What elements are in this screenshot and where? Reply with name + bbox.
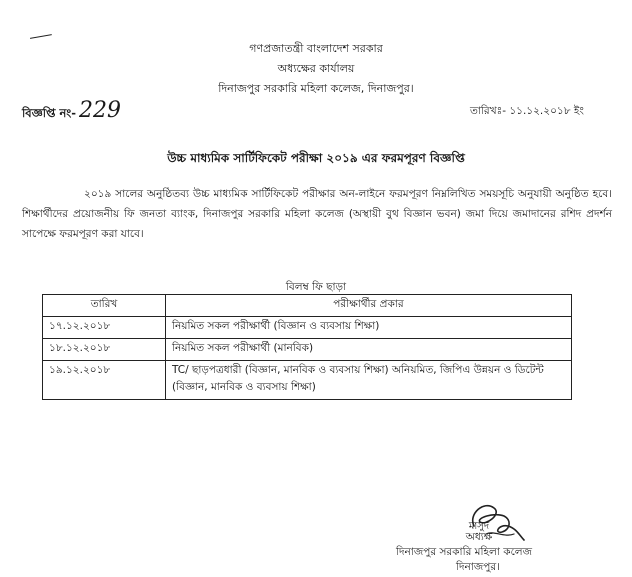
signature-org-line1: দিনাজপুর সরকারি মহিলা কলেজ bbox=[396, 546, 533, 558]
column-header-date: তারিখ bbox=[43, 295, 166, 317]
row-examinee-type: TC/ ছাড়পত্রধারী (বিজ্ঞান, মানবিক ও ব্যবসায় শিক্ষা) অনিয়মিত, জিপিএ উন্নয়ন ও ডিটেন্ট (বিজ্ঞান, মানবিক ও ব্যবসায় শিক্ষা) bbox=[166, 361, 572, 400]
row-examinee-type: নিয়মিত সকল পরীক্ষার্থী (বিজ্ঞান ও ব্যবসায় শিক্ষা) bbox=[166, 317, 572, 339]
notice-body: ২০১৯ সালের অনুষ্ঠিতব্য উচ্চ মাধ্যমিক সার্টিফিকেট পরীক্ষার অন-লাইনে ফরমপূরণ নিম্নলিখিত সময়সূচি অনুযায়ী অনুষ্ঠিত হবে। শিক্ষার্থীদের প্রয়োজনীয় ফি জনতা ব্যাংক, দিনাজপুর সরকারি মহিলা কলেজ (অস্থায়ী বুথ বিজ্ঞান ভবন) জমা দিয়ে জমাদানের রশিদ প্রদর্শন সাপেক্ষে ফরমপূরণ করা যাবে। bbox=[22, 188, 612, 240]
table-row bbox=[43, 339, 572, 361]
signature-name: মাসুদ bbox=[468, 521, 490, 532]
row-date: ১৮.১২.২০১৮ bbox=[43, 339, 166, 361]
row-examinee-type: নিয়মিত সকল পরীক্ষার্থী (মানবিক) bbox=[166, 339, 572, 361]
header-government: গণপ্রজাতন্ত্রী বাংলাদেশ সরকার bbox=[249, 42, 383, 55]
header-college: দিনাজপুর সরকারি মহিলা কলেজ, দিনাজপুর। bbox=[218, 82, 414, 95]
schedule-table bbox=[42, 294, 572, 400]
signature-title: অধ্যক্ষ bbox=[465, 531, 493, 543]
table-row bbox=[43, 361, 572, 400]
table-caption: বিলম্ব ফি ছাড়া bbox=[285, 281, 347, 293]
notice-subject: উচ্চ মাধ্যমিক সার্টিফিকেট পরীক্ষা ২০১৯ এর ফরমপূরণ বিজ্ঞপ্তি bbox=[167, 151, 465, 165]
row-date: ১৯.১২.২০১৮ bbox=[43, 361, 166, 400]
reference-handwritten-number: 229 bbox=[79, 98, 122, 123]
column-header-examinee-type: পরীক্ষার্থীর প্রকার bbox=[166, 295, 572, 317]
header-office: অধ্যক্ষের কার্যালয় bbox=[277, 62, 355, 75]
table-header-row bbox=[43, 295, 572, 317]
notice-date: তারিখঃ- ১১.১২.২০১৮ ইং bbox=[470, 105, 584, 117]
reference-label: বিজ্ঞপ্তি নং- bbox=[22, 106, 77, 120]
row-date: ১৭.১২.২০১৮ bbox=[43, 317, 166, 339]
table-row bbox=[43, 317, 572, 339]
reference-number bbox=[22, 98, 121, 124]
signature-org-line2: দিনাজপুর। bbox=[456, 561, 500, 573]
